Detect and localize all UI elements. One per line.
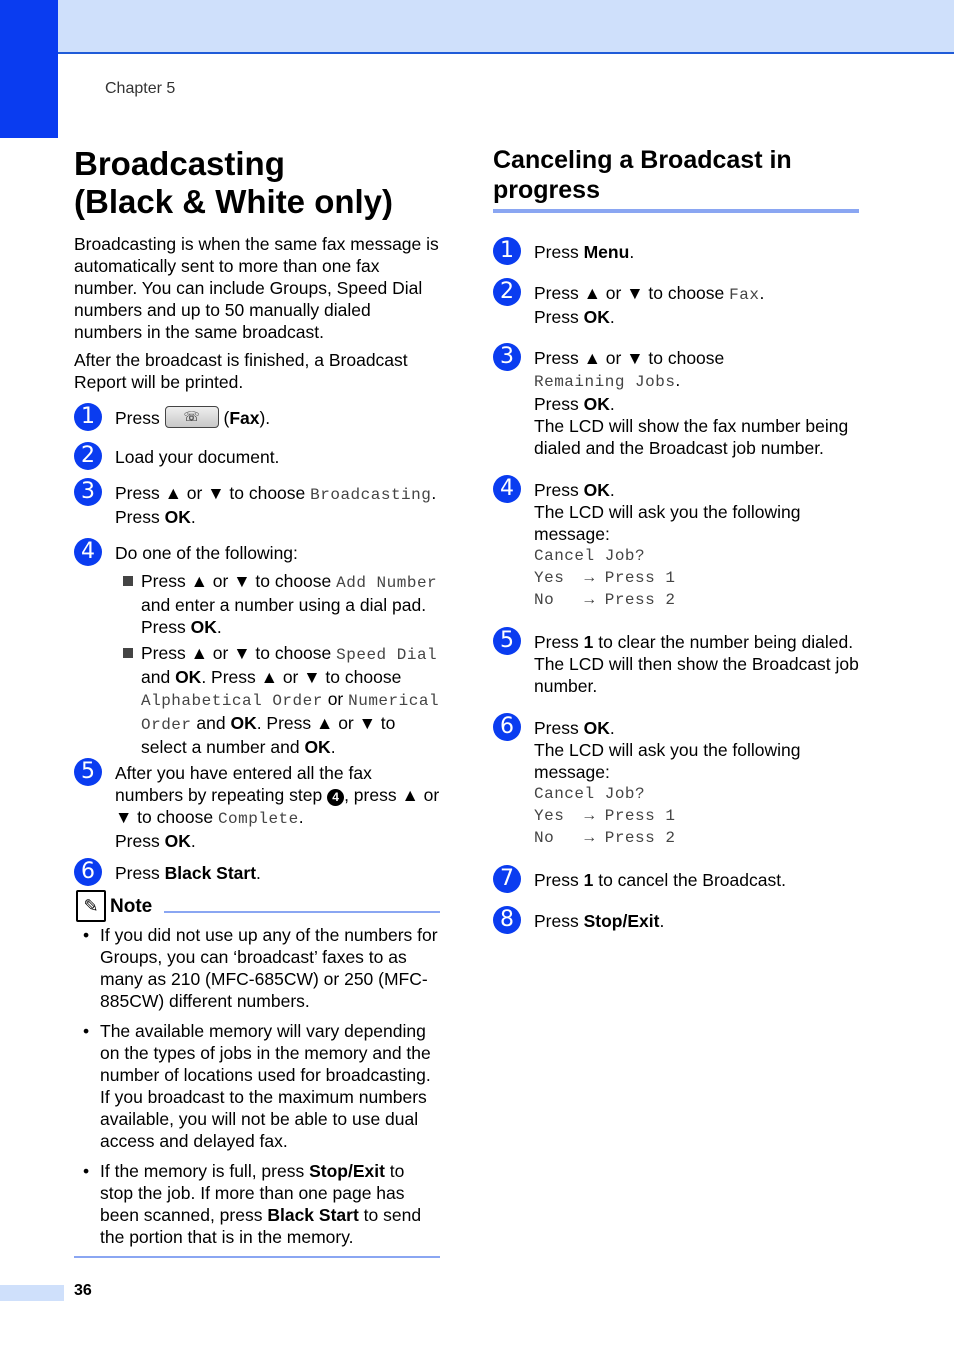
right-step-4: 4 Press OK. The LCD will ask you the following message: Cancel Job? Yes → Press 1 No → Press 2 (493, 479, 859, 611)
lcd-message: Cancel Job? Yes → Press 1 No → Press 2 (534, 785, 676, 847)
note-header (74, 890, 440, 924)
step-number: 6 (493, 713, 521, 741)
left-column (74, 145, 440, 1258)
fax-key-icon: ☏ (165, 406, 219, 428)
right-step-3: 3 Press ▲ or ▼ to choose Remaining Jobs. Press OK. The LCD will show the fax number being dialed and the Broadcast job number. (493, 347, 859, 459)
step-number: 3 (493, 343, 521, 371)
step-6: 6 Press Black Start. (74, 862, 440, 884)
header-bar (0, 0, 954, 54)
square-bullet-icon (123, 648, 133, 658)
step-number: 4 (493, 475, 521, 503)
square-bullet-icon (123, 576, 133, 586)
step-number: 6 (74, 858, 102, 886)
step-4-option-1: Press ▲ or ▼ to choose Add Number and enter a number using a dial pad. Press OK. (115, 570, 440, 638)
note-end-rule (74, 1256, 440, 1258)
step-5: 5 After you have entered all the fax numbers by repeating step 4 , press ▲ or ▼ to choose Complete. Press OK. (74, 762, 440, 852)
right-step-8: 8 Press Stop/Exit. (493, 910, 859, 932)
step-number: 1 (493, 237, 521, 265)
right-column (493, 145, 859, 941)
right-step-1: 1 Press Menu. (493, 241, 859, 263)
note-rule (164, 911, 440, 913)
step-number: 3 (74, 478, 102, 506)
note-title: Note (110, 896, 153, 918)
section-title-canceling: Canceling a Broadcast in progress (493, 145, 859, 213)
chapter-tab (0, 0, 58, 138)
right-step-7: 7 Press 1 to cancel the Broadcast. (493, 869, 859, 891)
step-number: 5 (493, 627, 521, 655)
step-number: 7 (493, 865, 521, 893)
step-4: 4 Do one of the following: Press ▲ or ▼ to choose Add Number and enter a number using a dial pad. Press OK. Press ▲ or ▼ to choose Speed Dial and OK. Press ▲ or ▼ to choose Alphabetical Order or Numerical Order and OK. Press ▲ or ▼ to select a number and OK. (74, 542, 440, 758)
step-number: 4 (74, 538, 102, 566)
step-2: 2 Load your document. (74, 446, 440, 468)
section-title-broadcasting: Broadcasting (Black & White only) (74, 145, 394, 220)
step-reference-icon: 4 (327, 789, 344, 806)
chapter-label: Chapter 5 (105, 80, 176, 97)
step-1: 1 Press ☏ (Fax). (74, 407, 440, 430)
right-step-6: 6 Press OK. The LCD will ask you the following message: Cancel Job? Yes → Press 1 No → Press 2 (493, 717, 859, 849)
note-item: • If you did not use up any of the numbers for Groups, you can ‘broadcast’ faxes to as many as 210 (MFC-685CW) or 250 (MFC-885CW) different numbers. (83, 925, 438, 1012)
step-number: 1 (74, 403, 102, 431)
intro-paragraph: Broadcasting is when the same fax message is automatically sent to more than one fax number. You can include Groups, Speed Dial numbers and up to 50 manually dialed numbers in the same broadcast. (74, 234, 439, 342)
intro-paragraph-2: After the broadcast is finished, a Broadcast Report will be printed. (74, 350, 408, 392)
step-number: 5 (74, 758, 102, 786)
right-step-2: 2 Press ▲ or ▼ to choose Fax. Press OK. (493, 282, 859, 328)
right-step-5: 5 Press 1 to clear the number being dialed. The LCD will then show the Broadcast job number. (493, 631, 859, 697)
step-number: 2 (74, 442, 102, 470)
page-number: 36 (74, 1282, 92, 1299)
step-3: 3 Press ▲ or ▼ to choose Broadcasting. Press OK. (74, 482, 440, 528)
note-item: • The available memory will vary depending on the types of jobs in the memory and the number of locations used for broadcasting. If you broadcast to the maximum numbers available, you will not be able to use dual access and delayed fax. (83, 1021, 431, 1152)
step-4-option-2: Press ▲ or ▼ to choose Speed Dial and OK. Press ▲ or ▼ to choose Alphabetical Order or Numerical Order and OK. Press ▲ or ▼ to select a number and OK. (115, 642, 440, 758)
note-item: • If the memory is full, press Stop/Exit to stop the job. If more than one page has been scanned, press Black Start to send the portion that is in the memory. (83, 1161, 422, 1248)
lcd-message: Cancel Job? Yes → Press 1 No → Press 2 (534, 547, 676, 609)
step-number: 2 (493, 278, 521, 306)
note-pencil-icon: ✎ (76, 890, 106, 922)
step-number: 8 (493, 906, 521, 934)
footer-bar (0, 1285, 64, 1301)
